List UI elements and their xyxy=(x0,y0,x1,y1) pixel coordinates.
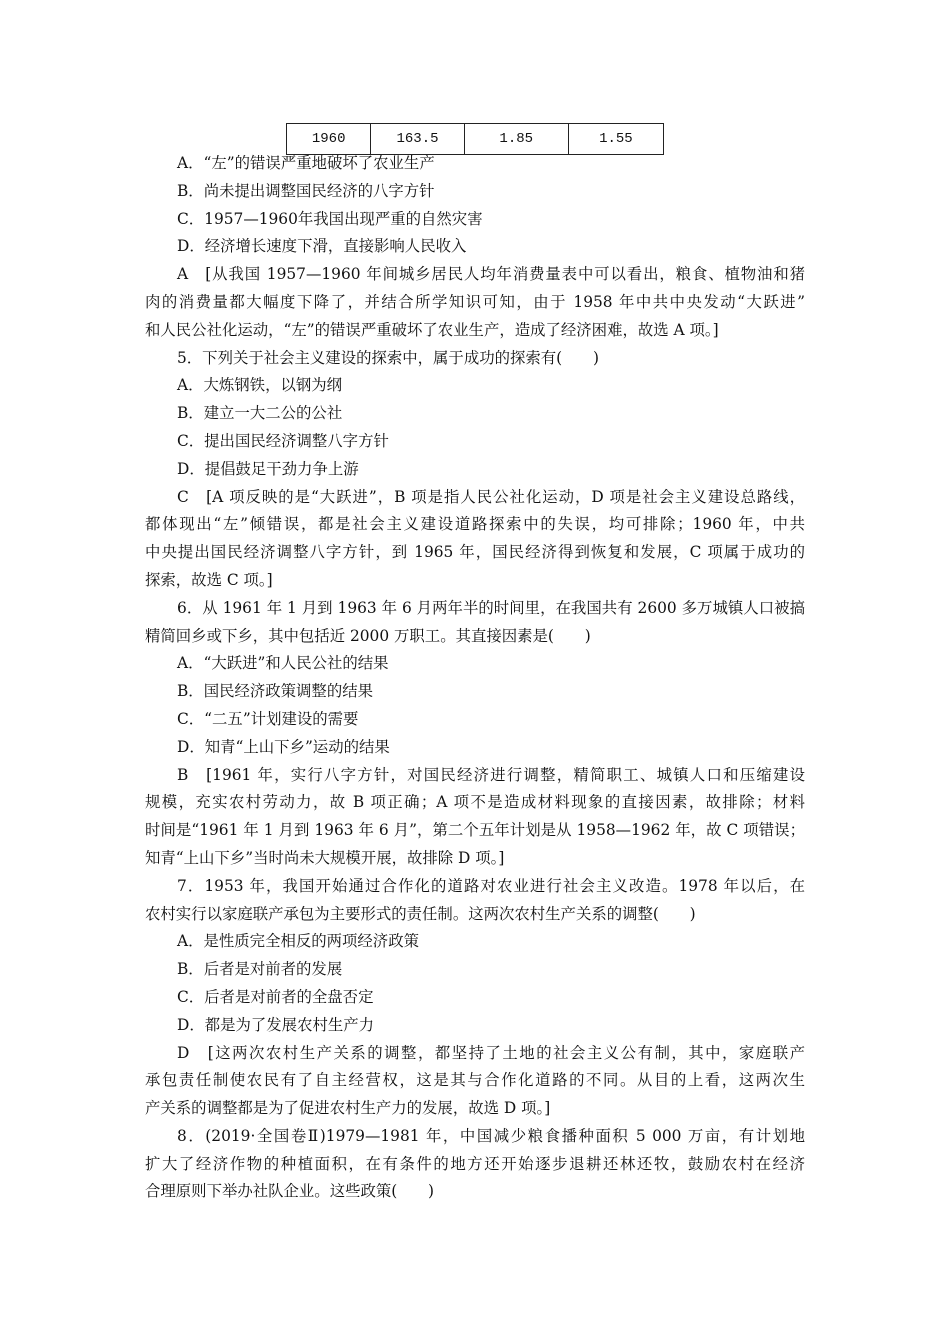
q5-answer-line: 都体现出“左”倾错误，都是社会主义建设道路探索中的失误，均可排除；1960 年，中共 xyxy=(145,515,805,534)
q6-stem-line: 6．从 1961 年 1 月到 1963 年 6 月两年半的时间里，在我国共有 2600 多万城镇人口被搞 xyxy=(177,598,805,617)
q7-answer-line: 承包责任制使农民有了自主经营权，这是其与合作化道路的不同。从目的上看，这两次生 xyxy=(145,1071,805,1090)
table-cell-pork: 1.55 xyxy=(568,124,663,155)
q7-answer-line: 产关系的调整都是为了促进农村生产力的发展，故选 D 项。] xyxy=(145,1099,551,1118)
table-cell-oil: 1.85 xyxy=(464,124,568,155)
q6-answer-line: 时间是“1961 年 1 月到 1963 年 6 月”，第二个五年计划是从 1958—1962 年，故 C 项错误； xyxy=(145,821,805,840)
q5-option-d: D．提倡鼓足干劲力争上游 xyxy=(177,459,359,478)
q8-stem-line: 8．(2019·全国卷Ⅱ)1979—1981 年，中国减少粮食播种面积 5 000 万亩，有计划地 xyxy=(177,1126,805,1145)
q7-option-d: D．都是为了发展农村生产力 xyxy=(177,1015,375,1034)
q5-answer-line: 探索，故选 C 项。] xyxy=(145,570,273,589)
q5-stem: 5．下列关于社会主义建设的探索中，属于成功的探索有( ) xyxy=(177,348,599,367)
q6-answer-line: B [1961 年，实行八字方针，对国民经济进行调整，精简职工、城镇人口和压缩建设 xyxy=(177,765,805,784)
q4-answer-line: A [从我国 1957—1960 年间城乡居民人均年消费量表中可以看出，粮食、植物油和猪 xyxy=(177,265,805,284)
q6-answer-line: 规模，充实农村劳动力，故 B 项正确；A 项不是造成材料现象的直接因素，故排除；材料 xyxy=(145,793,805,812)
q7-option-c: C．后者是对前者的全盘否定 xyxy=(177,987,374,1006)
q6-option-c: C．“二五”计划建设的需要 xyxy=(177,709,359,728)
q5-option-b: B．建立一大二公的公社 xyxy=(177,404,343,423)
q5-option-c: C．提出国民经济调整八字方针 xyxy=(177,431,389,450)
q4-answer-line: 肉的消费量都大幅度下降了，并结合所学知识可知，由于 1958 年中共中央发动“大跃进” xyxy=(145,292,805,311)
q4-option-a: A．“左”的错误严重地破坏了农业生产 xyxy=(177,154,435,172)
q8-stem-line: 合理原则下举办社队企业。这些政策( ) xyxy=(145,1182,435,1201)
q5-answer-line: 中央提出国民经济调整八字方针，到 1965 年，国民经济得到恢复和发展，C 项属于成功的 xyxy=(145,543,805,562)
q7-option-a: A．是性质完全相反的两项经济政策 xyxy=(177,932,419,951)
q6-stem-line: 精简回乡或下乡，其中包括近 2000 万职工。其直接因素是( ) xyxy=(145,626,591,645)
table-cell-grain: 163.5 xyxy=(371,124,464,155)
q7-option-b: B．后者是对前者的发展 xyxy=(177,960,343,979)
q5-option-a: A．大炼钢铁，以钢为纲 xyxy=(177,376,343,395)
q6-answer-line: 知青“上山下乡”当时尚未大规模开展，故排除 D 项。] xyxy=(145,848,505,867)
q6-option-d: D．知青“上山下乡”运动的结果 xyxy=(177,737,390,756)
question-content xyxy=(145,150,805,1206)
q8-stem-line: 扩大了经济作物的种植面积，在有条件的地方还开始逐步退耕还林还牧，鼓励农村在经济 xyxy=(145,1154,805,1173)
q4-option-c: C．1957—1960年我国出现严重的自然灾害 xyxy=(177,209,483,228)
table-cell-year: 1960 xyxy=(287,124,371,155)
q7-answer-line: D [这两次农村生产关系的调整，都坚持了土地的社会主义公有制，其中，家庭联产 xyxy=(177,1043,805,1062)
q5-answer-line: C [A 项反映的是“大跃进”，B 项是指人民公社化运动，D 项是社会主义建设总路线， xyxy=(177,487,805,506)
q4-answer-line: 和人民公社化运动，“左”的错误严重破坏了农业生产，造成了经济困难，故选 A 项。] xyxy=(145,320,719,339)
q7-stem-line: 7．1953 年，我国开始通过合作化的道路对农业进行社会主义改造。1978 年以后，在 xyxy=(177,876,805,895)
q6-option-a: A．“大跃进”和人民公社的结果 xyxy=(177,654,389,673)
q4-option-b: B．尚未提出调整国民经济的八字方针 xyxy=(177,181,435,200)
q6-option-b: B．国民经济政策调整的结果 xyxy=(177,682,373,701)
q7-stem-line: 农村实行以家庭联产承包为主要形式的责任制。这两次农村生产关系的调整( ) xyxy=(145,904,696,923)
q4-option-d: D．经济增长速度下滑，直接影响人民收入 xyxy=(177,237,467,256)
